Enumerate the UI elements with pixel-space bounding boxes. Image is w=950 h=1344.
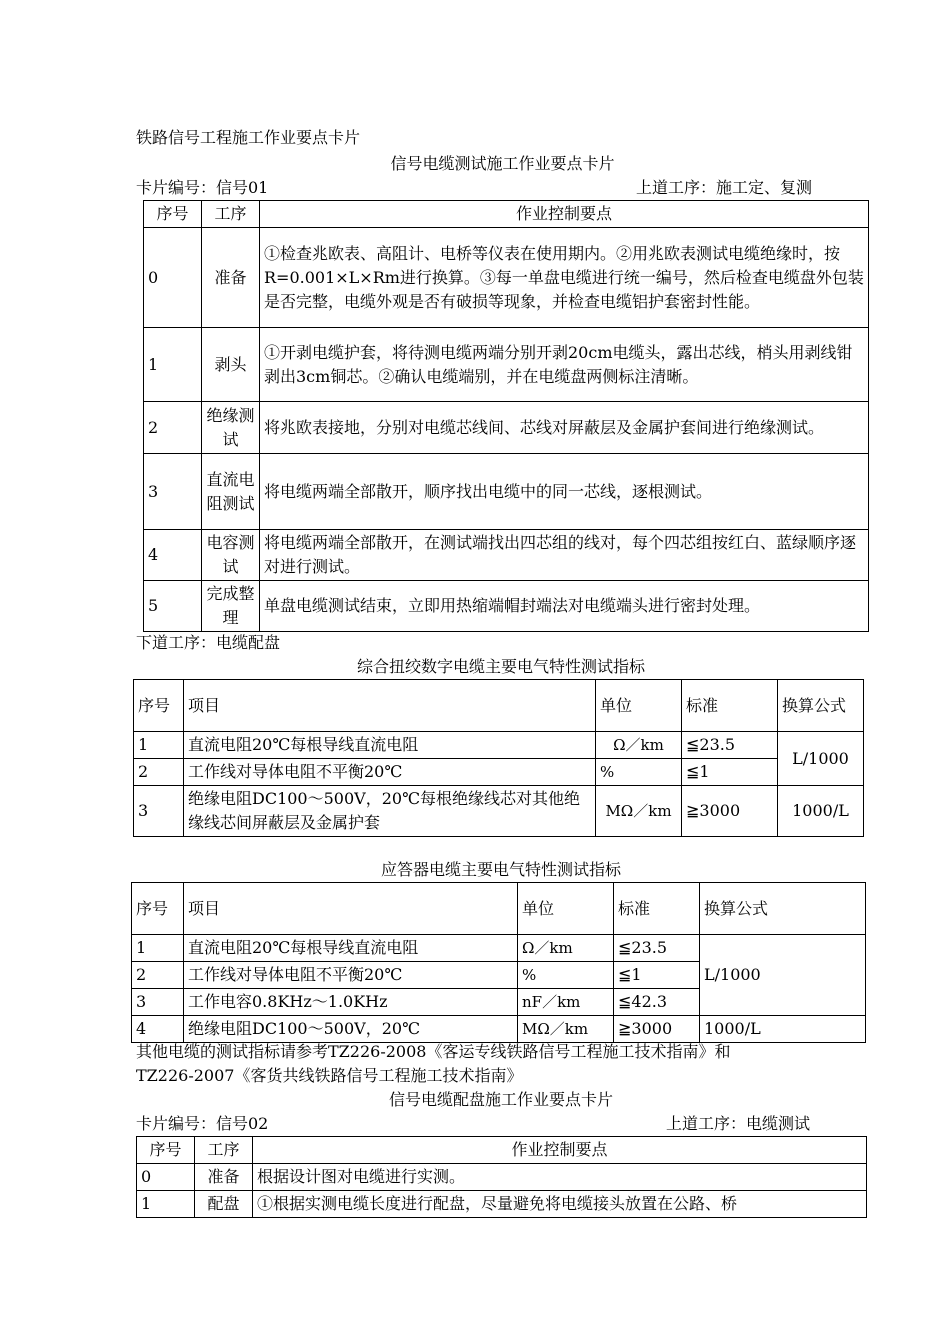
table3 bbox=[131, 882, 866, 1043]
header-standard: 标准 bbox=[614, 883, 700, 935]
header-content: 作业控制要点 bbox=[260, 201, 869, 228]
header-unit: 单位 bbox=[596, 680, 682, 732]
row-no: 2 bbox=[132, 962, 184, 989]
header-no: 序号 bbox=[134, 680, 184, 732]
card2-number: 卡片编号：信号02 bbox=[136, 1114, 269, 1133]
header-step: 工序 bbox=[195, 1137, 253, 1164]
table-row bbox=[132, 935, 866, 962]
card1-next-step: 下道工序：电缆配盘 bbox=[136, 633, 281, 652]
row-content: ①开剥电缆护套，将待测电缆两端分别开剥20cm电缆头，露出芯线，梢头用剥线钳剥出3cm铜芯。②确认电缆端别，并在电缆盘两侧标注清晰。 bbox=[260, 328, 869, 402]
table-row bbox=[134, 759, 864, 786]
row-content: ①根据实测电缆长度进行配盘，尽量避免将电缆接头放置在公路、桥 bbox=[253, 1191, 867, 1218]
table-row bbox=[137, 1191, 867, 1218]
row-unit: MΩ／km bbox=[518, 1016, 614, 1043]
row-formula: 1000/L bbox=[700, 1016, 866, 1043]
row-step: 剥头 bbox=[202, 328, 260, 402]
header-unit: 单位 bbox=[518, 883, 614, 935]
table3-title: 应答器电缆主要电气特性测试指标 bbox=[380, 860, 621, 879]
header-formula: 换算公式 bbox=[778, 680, 864, 732]
note-line-2: TZ226-2007《客货共线铁路信号工程施工技术指南》 bbox=[136, 1066, 523, 1085]
row-no: 1 bbox=[144, 328, 202, 402]
table-row bbox=[144, 228, 869, 328]
row-unit: % bbox=[518, 962, 614, 989]
row-formula: 1000/L bbox=[778, 786, 864, 837]
row-standard: ≦42.3 bbox=[614, 989, 700, 1016]
row-content: 将电缆两端全部散开，在测试端找出四芯组的线对，每个四芯组按红白、蓝绿顺序逐对进行测试。 bbox=[260, 530, 869, 581]
row-content: 将电缆两端全部散开，顺序找出电缆中的同一芯线，逐根测试。 bbox=[260, 454, 869, 530]
row-no: 5 bbox=[144, 581, 202, 632]
row-no: 2 bbox=[134, 759, 184, 786]
row-no: 3 bbox=[144, 454, 202, 530]
table-row bbox=[134, 732, 864, 759]
row-item: 工作线对导体电阻不平衡20℃ bbox=[184, 759, 596, 786]
card2-prev-step: 上道工序：电缆测试 bbox=[666, 1114, 811, 1133]
row-content: 单盘电缆测试结束，立即用热缩端帽封端法对电缆端头进行密封处理。 bbox=[260, 581, 869, 632]
table-row bbox=[144, 530, 869, 581]
table2-title: 综合扭绞数字电缆主要电气特性测试指标 bbox=[356, 657, 645, 676]
row-formula-merged: L/1000 bbox=[700, 935, 866, 1016]
row-step: 准备 bbox=[195, 1164, 253, 1191]
header-no: 序号 bbox=[132, 883, 184, 935]
card1-prev-step: 上道工序：施工定、复测 bbox=[636, 178, 813, 197]
row-unit: MΩ／km bbox=[596, 786, 682, 837]
header-no: 序号 bbox=[144, 201, 202, 228]
row-no: 1 bbox=[134, 732, 184, 759]
document-title: 铁路信号工程施工作业要点卡片 bbox=[136, 128, 361, 147]
row-step: 直流电阻测试 bbox=[202, 454, 260, 530]
row-no: 2 bbox=[144, 402, 202, 454]
row-item: 工作电容0.8KHz～1.0KHz bbox=[184, 989, 518, 1016]
header-step: 工序 bbox=[202, 201, 260, 228]
row-item: 直流电阻20℃每根导线直流电阻 bbox=[184, 935, 518, 962]
header-content: 作业控制要点 bbox=[253, 1137, 867, 1164]
row-no: 0 bbox=[144, 228, 202, 328]
row-standard: ≧3000 bbox=[682, 786, 778, 837]
table-row bbox=[144, 454, 869, 530]
row-content: ①检查兆欧表、高阻计、电桥等仪表在使用期内。②用兆欧表测试电缆绝缘时，按R=0.001×L×Rm进行换算。③每一单盘电缆进行统一编号，然后检查电缆盘外包装是否完整，电缆外观是否有破损等现象，并检查电缆铝护套密封性能。 bbox=[260, 228, 869, 328]
row-no: 3 bbox=[134, 786, 184, 837]
card1-table bbox=[143, 200, 869, 632]
row-no: 1 bbox=[132, 935, 184, 962]
row-no: 4 bbox=[144, 530, 202, 581]
row-step: 绝缘测试 bbox=[202, 402, 260, 454]
row-no: 3 bbox=[132, 989, 184, 1016]
card2-title: 信号电缆配盘施工作业要点卡片 bbox=[388, 1090, 613, 1109]
table-row bbox=[134, 786, 864, 837]
header-no: 序号 bbox=[137, 1137, 195, 1164]
table-row bbox=[137, 1164, 867, 1191]
row-standard: ≦23.5 bbox=[614, 935, 700, 962]
row-no: 0 bbox=[137, 1164, 195, 1191]
note-line-1: 其他电缆的测试指标请参考TZ226-2008《客运专线铁路信号工程施工技术指南》和 bbox=[136, 1042, 731, 1061]
table-row bbox=[144, 402, 869, 454]
table2 bbox=[133, 679, 864, 837]
row-standard: ≦1 bbox=[614, 962, 700, 989]
row-item: 绝缘电阻DC100～500V，20℃每根绝缘线芯对其他绝缘线芯间屏蔽层及金属护套 bbox=[184, 786, 596, 837]
row-content: 将兆欧表接地，分别对电缆芯线间、芯线对屏蔽层及金属护套间进行绝缘测试。 bbox=[260, 402, 869, 454]
row-standard: ≦1 bbox=[682, 759, 778, 786]
row-standard: ≧3000 bbox=[614, 1016, 700, 1043]
row-step: 电容测试 bbox=[202, 530, 260, 581]
card2-table bbox=[136, 1136, 867, 1218]
row-standard: ≦23.5 bbox=[682, 732, 778, 759]
row-no: 1 bbox=[137, 1191, 195, 1218]
row-item: 绝缘电阻DC100～500V，20℃ bbox=[184, 1016, 518, 1043]
row-formula-merged: L/1000 bbox=[778, 732, 864, 786]
row-unit: % bbox=[596, 759, 682, 786]
row-step: 完成整理 bbox=[202, 581, 260, 632]
row-step: 准备 bbox=[202, 228, 260, 328]
row-content: 根据设计图对电缆进行实测。 bbox=[253, 1164, 867, 1191]
header-formula: 换算公式 bbox=[700, 883, 866, 935]
row-unit: nF／km bbox=[518, 989, 614, 1016]
table-row bbox=[144, 328, 869, 402]
row-unit: Ω／km bbox=[596, 732, 682, 759]
row-unit: Ω／km bbox=[518, 935, 614, 962]
table-row bbox=[132, 1016, 866, 1043]
header-standard: 标准 bbox=[682, 680, 778, 732]
row-item: 工作线对导体电阻不平衡20℃ bbox=[184, 962, 518, 989]
row-step: 配盘 bbox=[195, 1191, 253, 1218]
card1-title: 信号电缆测试施工作业要点卡片 bbox=[390, 154, 615, 173]
header-item: 项目 bbox=[184, 883, 518, 935]
row-no: 4 bbox=[132, 1016, 184, 1043]
table-row bbox=[144, 581, 869, 632]
row-item: 直流电阻20℃每根导线直流电阻 bbox=[184, 732, 596, 759]
card1-number: 卡片编号：信号01 bbox=[136, 178, 269, 197]
header-item: 项目 bbox=[184, 680, 596, 732]
